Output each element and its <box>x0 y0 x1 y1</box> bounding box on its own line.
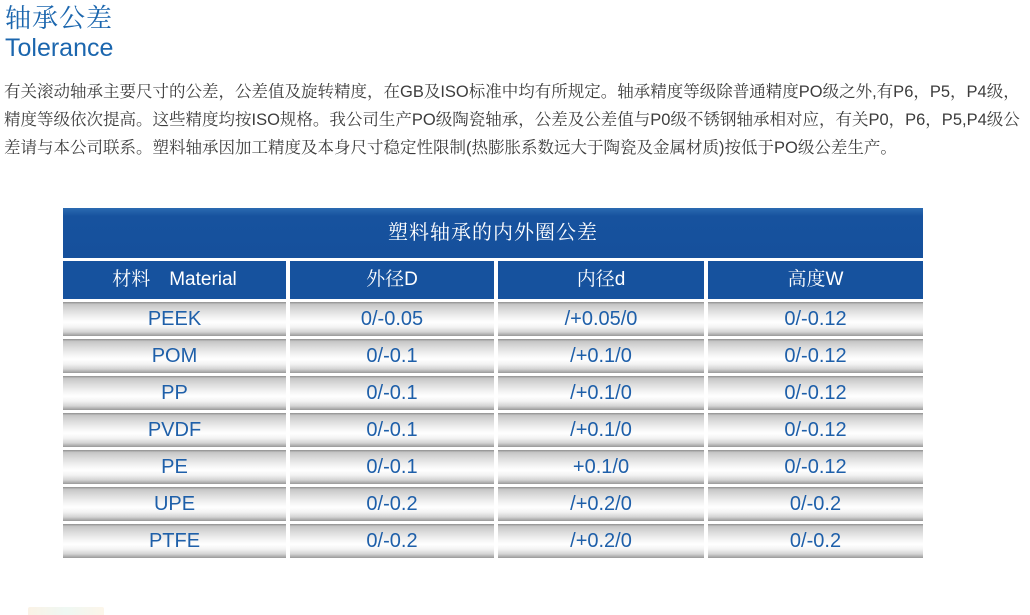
table-cell: PTFE <box>63 524 286 558</box>
table-cell: 0/-0.12 <box>708 413 923 447</box>
table-cell: /+0.2/0 <box>498 487 704 521</box>
table-row <box>63 339 923 373</box>
table-cell: /+0.05/0 <box>498 302 704 336</box>
table-row <box>63 487 923 521</box>
page-title-chinese: 轴承公差 <box>5 3 114 33</box>
table-cell: 0/-0.2 <box>290 487 494 521</box>
table-cell: 0/-0.1 <box>290 339 494 373</box>
tolerance-table <box>63 208 923 558</box>
cropped-image-fragment <box>28 607 104 615</box>
table-cell: PVDF <box>63 413 286 447</box>
table-header-cell: 内径d <box>498 261 704 299</box>
intro-paragraph <box>4 78 1028 162</box>
intro-line: 精度等级依次提高。这些精度均按ISO规格。我公司生产PO级陶瓷轴承，公差及公差值与P0级不锈钢轴承相对应，有关P0，P6，P5,P4级公 <box>4 111 1020 129</box>
table-cell: /+0.2/0 <box>498 524 704 558</box>
table-cell: 0/-0.1 <box>290 376 494 410</box>
table-cell: 0/-0.05 <box>290 302 494 336</box>
table-cell: 0/-0.2 <box>708 524 923 558</box>
page-header <box>5 2 113 62</box>
table-cell: /+0.1/0 <box>498 376 704 410</box>
table-row <box>63 413 923 447</box>
table-cell: PP <box>63 376 286 410</box>
table-header-cell: 外径D <box>290 261 494 299</box>
table-cell: POM <box>63 339 286 373</box>
page-title-english: Tolerance <box>5 34 114 62</box>
table-cell: 0/-0.12 <box>708 302 923 336</box>
table-header-cell: 高度W <box>708 261 923 299</box>
intro-line: 有关滚动轴承主要尺寸的公差，公差值及旋转精度，在GB及ISO标准中均有所规定。轴承精度等级除普通精度PO级之外,有P6，P5，P4级， <box>4 83 1020 101</box>
table-cell: 0/-0.1 <box>290 450 494 484</box>
table-cell: /+0.1/0 <box>498 413 704 447</box>
table-cell: 0/-0.12 <box>708 450 923 484</box>
table-cell: 0/-0.1 <box>290 413 494 447</box>
table-cell: UPE <box>63 487 286 521</box>
table-cell: +0.1/0 <box>498 450 704 484</box>
table-row <box>63 302 923 336</box>
table-body <box>63 302 923 558</box>
table-cell: 0/-0.2 <box>290 524 494 558</box>
table-header-row <box>63 261 923 299</box>
table-cell: /+0.1/0 <box>498 339 704 373</box>
table-cell: 0/-0.12 <box>708 339 923 373</box>
table-title: 塑料轴承的内外圈公差 <box>63 208 923 258</box>
table-cell: PE <box>63 450 286 484</box>
table-row <box>63 376 923 410</box>
table-cell: PEEK <box>63 302 286 336</box>
table-row <box>63 450 923 484</box>
table-row <box>63 524 923 558</box>
table-header-cell: 材料 Material <box>63 261 286 299</box>
intro-line: 差请与本公司联系。塑料轴承因加工精度及本身尺寸稳定性限制(热膨胀系数远大于陶瓷及金属材质)按低于PO级公差生产。 <box>4 139 897 157</box>
table-cell: 0/-0.2 <box>708 487 923 521</box>
table-cell: 0/-0.12 <box>708 376 923 410</box>
